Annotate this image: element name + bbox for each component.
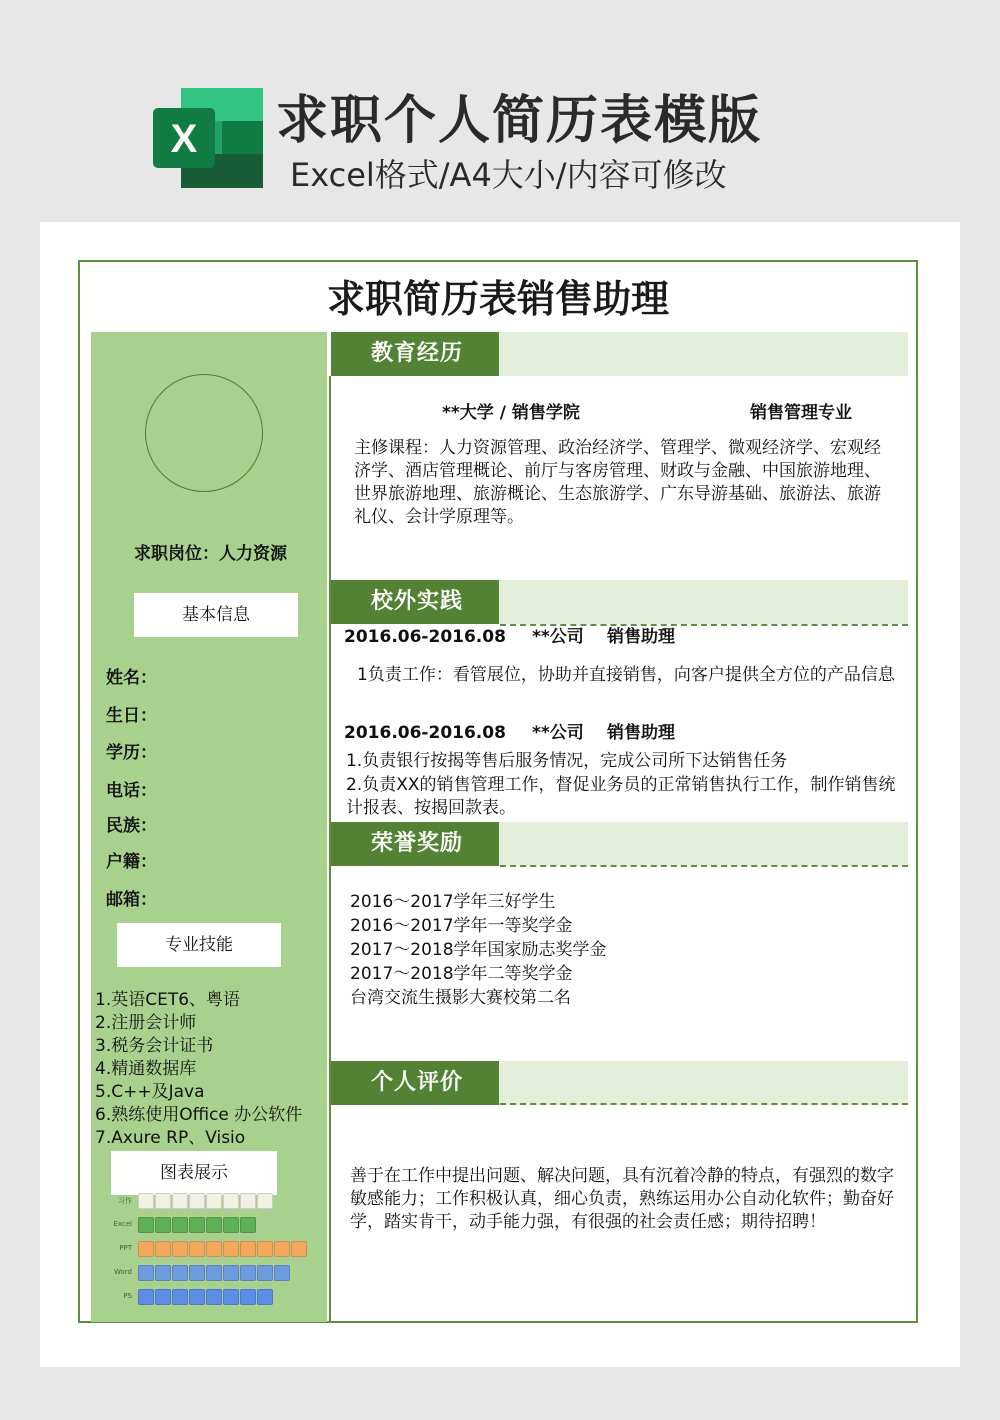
chart-cell-icon	[223, 1217, 239, 1233]
chart-cell-icon	[223, 1265, 239, 1281]
excel-logo-icon	[153, 88, 263, 188]
chart-cell-icon	[274, 1241, 290, 1257]
chart-cell-icon	[189, 1193, 205, 1209]
banner-subtitle: Excel格式/A4大小/内容可修改	[290, 156, 727, 194]
skill-item: 4.精通数据库	[95, 1059, 197, 1079]
chart-cell-icon	[155, 1241, 171, 1257]
chart-cell-icon	[206, 1193, 222, 1209]
logo-letter: X	[170, 117, 198, 161]
chart-cell-icon	[206, 1289, 222, 1305]
chart-cell-icon	[155, 1217, 171, 1233]
chart-cell-icon	[206, 1241, 222, 1257]
section-honors-title: 荣誉奖励	[331, 822, 499, 866]
chart-cell-icon	[223, 1241, 239, 1257]
chart-cell-icon	[240, 1193, 256, 1209]
chart-cell-icon	[172, 1217, 188, 1233]
practice-period: 2016.06-2016.08	[344, 627, 506, 647]
practice-detail: 1负责工作：看管展位，协助并直接销售，向客户提供全方位的产品信息	[357, 665, 895, 685]
banner	[0, 0, 1000, 222]
chart-cell-icon	[138, 1193, 154, 1209]
chart-row-label: Word	[114, 1268, 132, 1276]
chart-cell-icon	[223, 1289, 239, 1305]
chart-cell-icon	[138, 1241, 154, 1257]
skill-item: 2.注册会计师	[95, 1013, 197, 1033]
chart-label: 图表展示	[111, 1151, 277, 1195]
chart-cell-icon	[155, 1289, 171, 1305]
skill-item: 7.Axure RP、Visio	[95, 1128, 246, 1148]
chart-cell-icon	[274, 1265, 290, 1281]
section-education-title: 教育经历	[331, 332, 499, 376]
chart-cell-icon	[240, 1241, 256, 1257]
info-ethnicity: 民族：	[106, 816, 157, 836]
honor-item: 台湾交流生摄影大赛校第二名	[350, 988, 571, 1008]
resume-title: 求职简历表销售助理	[326, 277, 669, 321]
education-major: 销售管理专业	[750, 403, 852, 423]
section-practice-header	[331, 580, 908, 624]
chart-cell-icon	[223, 1193, 239, 1209]
chart-cell-icon	[257, 1265, 273, 1281]
chart-cell-icon	[189, 1265, 205, 1281]
skill-item: 3.税务会计证书	[95, 1036, 214, 1056]
chart-cell-icon	[257, 1289, 273, 1305]
chart-cell-icon	[257, 1241, 273, 1257]
education-school: **大学 / 销售学院	[442, 403, 580, 423]
chart-row-label: PS	[123, 1292, 132, 1300]
education-courses: 主修课程：人力资源管理、政治经济学、管理学、微观经济学、宏观经济学、酒店管理概论、前厅与客房管理、财政与金融、中国旅游地理、世界旅游地理、旅游概论、生态旅游学、广东导游基础、旅游法、旅游礼仪、会计学原理等。	[354, 438, 881, 527]
chart-cell-icon	[240, 1289, 256, 1305]
practice-period: 2016.06-2016.08	[344, 723, 506, 743]
chart-cell-icon	[172, 1289, 188, 1305]
honor-item: 2017～2018学年国家励志奖学金	[350, 940, 607, 960]
chart-cell-icon	[138, 1265, 154, 1281]
chart-cell-icon	[155, 1193, 171, 1209]
chart-cell-icon	[240, 1217, 256, 1233]
skill-chart	[110, 1193, 320, 1313]
honor-item: 2017～2018学年二等奖学金	[350, 964, 573, 984]
info-name: 姓名：	[106, 668, 157, 688]
info-birthday: 生日：	[106, 706, 157, 726]
section-evaluation-title: 个人评价	[331, 1061, 499, 1105]
skill-item: 1.英语CET6、粤语	[95, 990, 241, 1010]
practice-detail: 1.负责银行按揭等售后服务情况，完成公司所下达销售任务	[346, 751, 788, 771]
chart-cell-icon	[172, 1241, 188, 1257]
skills-label: 专业技能	[117, 923, 281, 967]
basic-info-label: 基本信息	[134, 593, 298, 637]
practice-role: 销售助理	[607, 723, 675, 743]
info-phone: 电话：	[106, 781, 157, 801]
chart-cell-icon	[189, 1289, 205, 1305]
section-education-header	[331, 332, 908, 376]
practice-role: 销售助理	[607, 627, 675, 647]
section-practice-title: 校外实践	[331, 580, 499, 624]
chart-cell-icon	[138, 1217, 154, 1233]
chart-cell-icon	[155, 1265, 171, 1281]
evaluation-text: 善于在工作中提出问题、解决问题，具有沉着冷静的特点，有强烈的数字敏感能力；工作积极认真，细心负责，熟练运用办公自动化软件；勤奋好学，踏实肯干，动手能力强，有很强的社会责任感；期待招聘！	[350, 1166, 894, 1232]
honor-item: 2016～2017学年一等奖学金	[350, 916, 573, 936]
chart-cell-icon	[138, 1289, 154, 1305]
section-evaluation-header	[331, 1061, 908, 1105]
banner-title: 求职个人简历表模版	[276, 91, 763, 151]
chart-cell-icon	[206, 1217, 222, 1233]
chart-cell-icon	[189, 1217, 205, 1233]
chart-cell-icon	[291, 1241, 307, 1257]
chart-cell-icon	[206, 1265, 222, 1281]
divider-dashed	[500, 1103, 908, 1105]
chart-cell-icon	[189, 1241, 205, 1257]
chart-row-label: 习作	[118, 1197, 132, 1205]
chart-row-label: PPT	[119, 1244, 132, 1252]
honor-item: 2016～2017学年三好学生	[350, 892, 556, 912]
skill-item: 5.C++及Java	[95, 1082, 205, 1102]
info-education: 学历：	[106, 743, 157, 763]
photo-placeholder[interactable]	[145, 374, 263, 492]
chart-cell-icon	[240, 1265, 256, 1281]
info-hukou: 户籍：	[106, 852, 157, 872]
practice-detail: 2.负责XX的销售管理工作，督促业务员的正常销售执行工作，制作销售统计报表、按揭回款表。	[346, 775, 896, 818]
divider-dashed	[500, 865, 908, 867]
info-email: 邮箱：	[106, 890, 157, 910]
chart-cell-icon	[172, 1193, 188, 1209]
practice-company: **公司	[532, 723, 584, 743]
chart-row-label: Excel	[113, 1220, 132, 1228]
practice-company: **公司	[532, 627, 584, 647]
job-position: 求职岗位：人力资源	[134, 544, 287, 564]
section-honors-header	[331, 822, 908, 866]
skill-item: 6.熟练使用Office 办公软件	[95, 1105, 303, 1125]
chart-cell-icon	[172, 1265, 188, 1281]
chart-cell-icon	[257, 1193, 273, 1209]
